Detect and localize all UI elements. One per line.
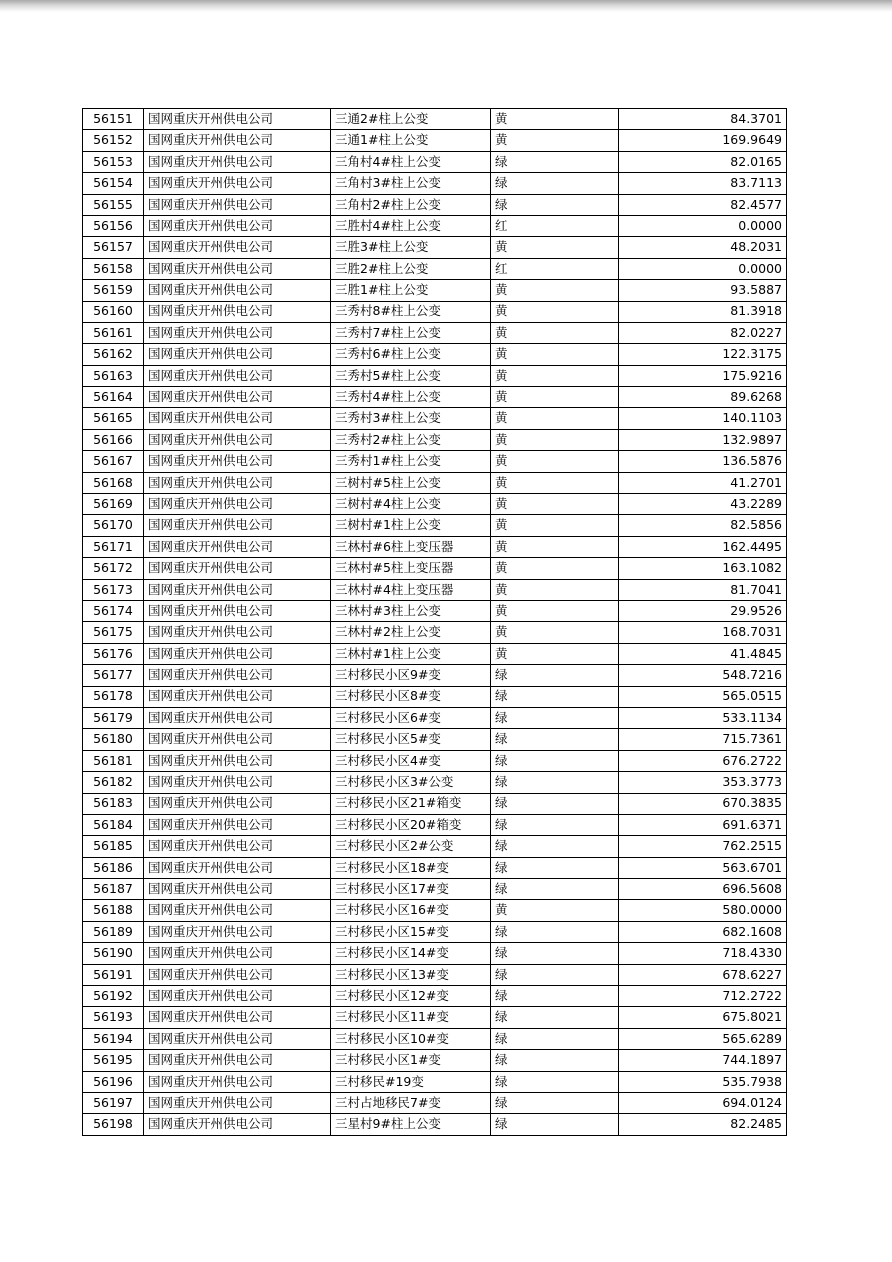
cell-value[interactable]: 169.9649 — [619, 130, 787, 151]
table-row — [83, 494, 787, 515]
cell-device[interactable]: 三村移民小区20#箱变 — [331, 814, 491, 835]
cell-device[interactable]: 三胜3#柱上公变 — [331, 237, 491, 258]
cell-value[interactable]: 533.1134 — [619, 707, 787, 728]
cell-company[interactable]: 国网重庆开州供电公司 — [144, 1114, 331, 1135]
cell-id[interactable]: 56190 — [83, 943, 144, 964]
cell-id[interactable]: 56167 — [83, 451, 144, 472]
cell-company[interactable]: 国网重庆开州供电公司 — [144, 387, 331, 408]
cell-device[interactable]: 三秀村4#柱上公变 — [331, 387, 491, 408]
page-top-edge — [0, 0, 892, 12]
cell-device[interactable]: 三村移民小区1#变 — [331, 1050, 491, 1071]
cell-value[interactable]: 675.8021 — [619, 1007, 787, 1028]
cell-status[interactable]: 绿 — [491, 1071, 619, 1092]
cell-value[interactable]: 82.2485 — [619, 1114, 787, 1135]
cell-status[interactable]: 绿 — [491, 879, 619, 900]
table-row — [83, 408, 787, 429]
cell-status[interactable]: 绿 — [491, 986, 619, 1007]
table-row — [83, 301, 787, 322]
cell-status[interactable]: 绿 — [491, 1092, 619, 1113]
cell-id[interactable]: 56156 — [83, 215, 144, 236]
cell-company[interactable]: 国网重庆开州供电公司 — [144, 536, 331, 557]
cell-status[interactable]: 绿 — [491, 665, 619, 686]
cell-value[interactable]: 535.7938 — [619, 1071, 787, 1092]
table-row — [83, 643, 787, 664]
cell-id[interactable]: 56164 — [83, 387, 144, 408]
table-row — [83, 665, 787, 686]
cell-value[interactable]: 565.6289 — [619, 1028, 787, 1049]
cell-company[interactable]: 国网重庆开州供电公司 — [144, 451, 331, 472]
cell-id[interactable]: 56157 — [83, 237, 144, 258]
cell-device[interactable]: 三村移民小区13#变 — [331, 964, 491, 985]
cell-status[interactable]: 红 — [491, 258, 619, 279]
cell-company[interactable]: 国网重庆开州供电公司 — [144, 1071, 331, 1092]
cell-id[interactable]: 56158 — [83, 258, 144, 279]
cell-device[interactable]: 三通2#柱上公变 — [331, 109, 491, 130]
cell-value[interactable]: 168.7031 — [619, 622, 787, 643]
cell-value[interactable]: 82.4577 — [619, 194, 787, 215]
cell-status[interactable]: 绿 — [491, 173, 619, 194]
cell-device[interactable]: 三村移民小区16#变 — [331, 900, 491, 921]
cell-status[interactable]: 绿 — [491, 750, 619, 771]
cell-company[interactable]: 国网重庆开州供电公司 — [144, 579, 331, 600]
cell-device[interactable]: 三村移民#19变 — [331, 1071, 491, 1092]
cell-device[interactable]: 三村移民小区15#变 — [331, 921, 491, 942]
cell-company[interactable]: 国网重庆开州供电公司 — [144, 1007, 331, 1028]
cell-value[interactable]: 89.6268 — [619, 387, 787, 408]
cell-company[interactable]: 国网重庆开州供电公司 — [144, 707, 331, 728]
cell-device[interactable]: 三角村2#柱上公变 — [331, 194, 491, 215]
cell-value[interactable]: 0.0000 — [619, 215, 787, 236]
cell-device[interactable]: 三林村#2柱上公变 — [331, 622, 491, 643]
cell-value[interactable]: 676.2722 — [619, 750, 787, 771]
cell-status[interactable]: 黄 — [491, 515, 619, 536]
cell-device[interactable]: 三村移民小区21#箱变 — [331, 793, 491, 814]
cell-value[interactable]: 694.0124 — [619, 1092, 787, 1113]
cell-device[interactable]: 三村移民小区14#变 — [331, 943, 491, 964]
cell-device[interactable]: 三林村#4柱上变压器 — [331, 579, 491, 600]
cell-status[interactable]: 绿 — [491, 836, 619, 857]
cell-status[interactable]: 绿 — [491, 686, 619, 707]
cell-value[interactable]: 29.9526 — [619, 600, 787, 621]
cell-value[interactable]: 84.3701 — [619, 109, 787, 130]
cell-company[interactable]: 国网重庆开州供电公司 — [144, 258, 331, 279]
cell-value[interactable]: 122.3175 — [619, 344, 787, 365]
cell-device[interactable]: 三角村3#柱上公变 — [331, 173, 491, 194]
cell-id[interactable]: 56162 — [83, 344, 144, 365]
cell-status[interactable]: 黄 — [491, 429, 619, 450]
cell-status[interactable]: 绿 — [491, 921, 619, 942]
cell-device[interactable]: 三村移民小区6#变 — [331, 707, 491, 728]
cell-company[interactable]: 国网重庆开州供电公司 — [144, 173, 331, 194]
cell-value[interactable]: 43.2289 — [619, 494, 787, 515]
table-row — [83, 536, 787, 557]
cell-device[interactable]: 三角村4#柱上公变 — [331, 151, 491, 172]
cell-id[interactable]: 56183 — [83, 793, 144, 814]
cell-id[interactable]: 56179 — [83, 707, 144, 728]
cell-device[interactable]: 三村移民小区17#变 — [331, 879, 491, 900]
table-row — [83, 750, 787, 771]
cell-value[interactable]: 163.1082 — [619, 558, 787, 579]
table-row — [83, 258, 787, 279]
cell-device[interactable]: 三村移民小区10#变 — [331, 1028, 491, 1049]
table-row — [83, 579, 787, 600]
cell-status[interactable]: 绿 — [491, 772, 619, 793]
cell-value[interactable]: 691.6371 — [619, 814, 787, 835]
cell-id[interactable]: 56172 — [83, 558, 144, 579]
cell-device[interactable]: 三村占地移民7#变 — [331, 1092, 491, 1113]
cell-status[interactable]: 红 — [491, 215, 619, 236]
cell-id[interactable]: 56152 — [83, 130, 144, 151]
table-row — [83, 943, 787, 964]
table-row — [83, 1071, 787, 1092]
cell-value[interactable]: 83.7113 — [619, 173, 787, 194]
cell-device[interactable]: 三林村#1柱上公变 — [331, 643, 491, 664]
cell-id[interactable]: 56197 — [83, 1092, 144, 1113]
cell-status[interactable]: 黄 — [491, 280, 619, 301]
cell-device[interactable]: 三秀村3#柱上公变 — [331, 408, 491, 429]
cell-status[interactable]: 绿 — [491, 1050, 619, 1071]
cell-status[interactable]: 绿 — [491, 194, 619, 215]
cell-value[interactable]: 580.0000 — [619, 900, 787, 921]
table-row — [83, 1050, 787, 1071]
cell-company[interactable]: 国网重庆开州供电公司 — [144, 964, 331, 985]
cell-status[interactable]: 黄 — [491, 322, 619, 343]
cell-company[interactable]: 国网重庆开州供电公司 — [144, 600, 331, 621]
table-row — [83, 451, 787, 472]
cell-device[interactable]: 三树村#5柱上公变 — [331, 472, 491, 493]
cell-company[interactable]: 国网重庆开州供电公司 — [144, 643, 331, 664]
table-row — [83, 879, 787, 900]
cell-company[interactable]: 国网重庆开州供电公司 — [144, 215, 331, 236]
cell-device[interactable]: 三秀村7#柱上公变 — [331, 322, 491, 343]
cell-id[interactable]: 56180 — [83, 729, 144, 750]
cell-device[interactable]: 三胜村4#柱上公变 — [331, 215, 491, 236]
table-row — [83, 600, 787, 621]
cell-id[interactable]: 56169 — [83, 494, 144, 515]
cell-id[interactable]: 56191 — [83, 964, 144, 985]
cell-status[interactable]: 绿 — [491, 943, 619, 964]
cell-company[interactable]: 国网重庆开州供电公司 — [144, 194, 331, 215]
cell-value[interactable]: 565.0515 — [619, 686, 787, 707]
cell-device[interactable]: 三村移民小区8#变 — [331, 686, 491, 707]
cell-company[interactable]: 国网重庆开州供电公司 — [144, 772, 331, 793]
cell-value[interactable]: 41.2701 — [619, 472, 787, 493]
table-row — [83, 857, 787, 878]
table-row — [83, 964, 787, 985]
cell-status[interactable]: 黄 — [491, 387, 619, 408]
cell-status[interactable]: 绿 — [491, 1007, 619, 1028]
cell-status[interactable]: 绿 — [491, 707, 619, 728]
table-row — [83, 429, 787, 450]
cell-status[interactable]: 黄 — [491, 472, 619, 493]
cell-id[interactable]: 56155 — [83, 194, 144, 215]
table-row — [83, 1007, 787, 1028]
cell-company[interactable]: 国网重庆开州供电公司 — [144, 879, 331, 900]
data-table — [82, 108, 787, 1136]
cell-device[interactable]: 三秀村6#柱上公变 — [331, 344, 491, 365]
cell-id[interactable]: 56174 — [83, 600, 144, 621]
cell-value[interactable]: 132.9897 — [619, 429, 787, 450]
cell-company[interactable]: 国网重庆开州供电公司 — [144, 109, 331, 130]
table-row — [83, 322, 787, 343]
cell-device[interactable]: 三村移民小区4#变 — [331, 750, 491, 771]
cell-device[interactable]: 三村移民小区18#变 — [331, 857, 491, 878]
cell-value[interactable]: 175.9216 — [619, 365, 787, 386]
cell-id[interactable]: 56168 — [83, 472, 144, 493]
cell-id[interactable]: 56163 — [83, 365, 144, 386]
table-row — [83, 387, 787, 408]
cell-company[interactable]: 国网重庆开州供电公司 — [144, 814, 331, 835]
table-row — [83, 686, 787, 707]
cell-id[interactable]: 56176 — [83, 643, 144, 664]
cell-company[interactable]: 国网重庆开州供电公司 — [144, 986, 331, 1007]
cell-status[interactable]: 黄 — [491, 579, 619, 600]
cell-device[interactable]: 三村移民小区12#变 — [331, 986, 491, 1007]
cell-id[interactable]: 56171 — [83, 536, 144, 557]
table-row — [83, 986, 787, 1007]
cell-id[interactable]: 56196 — [83, 1071, 144, 1092]
cell-device[interactable]: 三秀村1#柱上公变 — [331, 451, 491, 472]
cell-value[interactable]: 696.5608 — [619, 879, 787, 900]
cell-device[interactable]: 三村移民小区5#变 — [331, 729, 491, 750]
cell-value[interactable]: 744.1897 — [619, 1050, 787, 1071]
cell-value[interactable]: 81.7041 — [619, 579, 787, 600]
cell-value[interactable]: 670.3835 — [619, 793, 787, 814]
cell-status[interactable]: 绿 — [491, 857, 619, 878]
cell-value[interactable]: 82.5856 — [619, 515, 787, 536]
table-row — [83, 344, 787, 365]
cell-value[interactable]: 82.0165 — [619, 151, 787, 172]
cell-company[interactable]: 国网重庆开州供电公司 — [144, 1028, 331, 1049]
cell-status[interactable]: 黄 — [491, 600, 619, 621]
cell-company[interactable]: 国网重庆开州供电公司 — [144, 472, 331, 493]
cell-value[interactable]: 93.5887 — [619, 280, 787, 301]
table-row — [83, 622, 787, 643]
table-row — [83, 472, 787, 493]
table-row — [83, 365, 787, 386]
cell-company[interactable]: 国网重庆开州供电公司 — [144, 515, 331, 536]
cell-status[interactable]: 绿 — [491, 793, 619, 814]
cell-company[interactable]: 国网重庆开州供电公司 — [144, 686, 331, 707]
cell-company[interactable]: 国网重庆开州供电公司 — [144, 943, 331, 964]
cell-device[interactable]: 三胜1#柱上公变 — [331, 280, 491, 301]
cell-status[interactable]: 绿 — [491, 964, 619, 985]
cell-value[interactable]: 712.2722 — [619, 986, 787, 1007]
cell-device[interactable]: 三林村#3柱上公变 — [331, 600, 491, 621]
table-row — [83, 215, 787, 236]
table-row — [83, 836, 787, 857]
cell-value[interactable]: 548.7216 — [619, 665, 787, 686]
cell-value[interactable]: 718.4330 — [619, 943, 787, 964]
cell-company[interactable]: 国网重庆开州供电公司 — [144, 836, 331, 857]
cell-id[interactable]: 56195 — [83, 1050, 144, 1071]
cell-device[interactable]: 三秀村5#柱上公变 — [331, 365, 491, 386]
cell-company[interactable]: 国网重庆开州供电公司 — [144, 921, 331, 942]
cell-status[interactable]: 黄 — [491, 237, 619, 258]
cell-id[interactable]: 56175 — [83, 622, 144, 643]
table-row — [83, 729, 787, 750]
cell-company[interactable]: 国网重庆开州供电公司 — [144, 408, 331, 429]
cell-value[interactable]: 162.4495 — [619, 536, 787, 557]
cell-company[interactable]: 国网重庆开州供电公司 — [144, 237, 331, 258]
cell-id[interactable]: 56154 — [83, 173, 144, 194]
cell-status[interactable]: 黄 — [491, 451, 619, 472]
table-row — [83, 515, 787, 536]
cell-id[interactable]: 56193 — [83, 1007, 144, 1028]
cell-device[interactable]: 三星村9#柱上公变 — [331, 1114, 491, 1135]
cell-id[interactable]: 56192 — [83, 986, 144, 1007]
cell-status[interactable]: 绿 — [491, 1028, 619, 1049]
cell-value[interactable]: 762.2515 — [619, 836, 787, 857]
cell-company[interactable]: 国网重庆开州供电公司 — [144, 1050, 331, 1071]
cell-status[interactable]: 黄 — [491, 130, 619, 151]
table-row — [83, 237, 787, 258]
cell-value[interactable]: 140.1103 — [619, 408, 787, 429]
cell-value[interactable]: 715.7361 — [619, 729, 787, 750]
cell-id[interactable]: 56160 — [83, 301, 144, 322]
cell-id[interactable]: 56181 — [83, 750, 144, 771]
cell-company[interactable]: 国网重庆开州供电公司 — [144, 344, 331, 365]
cell-status[interactable]: 黄 — [491, 494, 619, 515]
cell-company[interactable]: 国网重庆开州供电公司 — [144, 729, 331, 750]
cell-id[interactable]: 56189 — [83, 921, 144, 942]
cell-company[interactable]: 国网重庆开州供电公司 — [144, 750, 331, 771]
cell-device[interactable]: 三树村#1柱上公变 — [331, 515, 491, 536]
cell-value[interactable]: 678.6227 — [619, 964, 787, 985]
cell-value[interactable]: 0.0000 — [619, 258, 787, 279]
cell-status[interactable]: 黄 — [491, 408, 619, 429]
cell-device[interactable]: 三秀村2#柱上公变 — [331, 429, 491, 450]
cell-company[interactable]: 国网重庆开州供电公司 — [144, 857, 331, 878]
cell-company[interactable]: 国网重庆开州供电公司 — [144, 130, 331, 151]
table-row — [83, 921, 787, 942]
cell-id[interactable]: 56170 — [83, 515, 144, 536]
table-row — [83, 173, 787, 194]
cell-id[interactable]: 56151 — [83, 109, 144, 130]
table-row — [83, 1092, 787, 1113]
table-row — [83, 194, 787, 215]
cell-company[interactable]: 国网重庆开州供电公司 — [144, 151, 331, 172]
cell-company[interactable]: 国网重庆开州供电公司 — [144, 900, 331, 921]
cell-id[interactable]: 56184 — [83, 814, 144, 835]
cell-id[interactable]: 56159 — [83, 280, 144, 301]
cell-company[interactable]: 国网重庆开州供电公司 — [144, 793, 331, 814]
cell-status[interactable]: 黄 — [491, 622, 619, 643]
cell-id[interactable]: 56194 — [83, 1028, 144, 1049]
cell-id[interactable]: 56178 — [83, 686, 144, 707]
cell-device[interactable]: 三村移民小区9#变 — [331, 665, 491, 686]
cell-id[interactable]: 56186 — [83, 857, 144, 878]
cell-status[interactable]: 黄 — [491, 900, 619, 921]
cell-id[interactable]: 56185 — [83, 836, 144, 857]
cell-id[interactable]: 56166 — [83, 429, 144, 450]
cell-id[interactable]: 56161 — [83, 322, 144, 343]
cell-value[interactable]: 48.2031 — [619, 237, 787, 258]
cell-company[interactable]: 国网重庆开州供电公司 — [144, 558, 331, 579]
table-row — [83, 558, 787, 579]
cell-company[interactable]: 国网重庆开州供电公司 — [144, 622, 331, 643]
cell-device[interactable]: 三村移民小区2#公变 — [331, 836, 491, 857]
cell-status[interactable]: 黄 — [491, 344, 619, 365]
cell-id[interactable]: 56165 — [83, 408, 144, 429]
cell-status[interactable]: 绿 — [491, 814, 619, 835]
cell-status[interactable]: 绿 — [491, 1114, 619, 1135]
table-row — [83, 793, 787, 814]
cell-value[interactable]: 41.4845 — [619, 643, 787, 664]
cell-company[interactable]: 国网重庆开州供电公司 — [144, 665, 331, 686]
table-row — [83, 1114, 787, 1135]
cell-company[interactable]: 国网重庆开州供电公司 — [144, 280, 331, 301]
cell-device[interactable]: 三村移民小区11#变 — [331, 1007, 491, 1028]
cell-device[interactable]: 三秀村8#柱上公变 — [331, 301, 491, 322]
cell-company[interactable]: 国网重庆开州供电公司 — [144, 301, 331, 322]
table-row — [83, 814, 787, 835]
cell-status[interactable]: 黄 — [491, 536, 619, 557]
table-row — [83, 1028, 787, 1049]
cell-value[interactable]: 682.1608 — [619, 921, 787, 942]
cell-company[interactable]: 国网重庆开州供电公司 — [144, 322, 331, 343]
table-body — [83, 109, 787, 1136]
cell-status[interactable]: 黄 — [491, 643, 619, 664]
cell-company[interactable]: 国网重庆开州供电公司 — [144, 365, 331, 386]
cell-status[interactable]: 黄 — [491, 301, 619, 322]
cell-id[interactable]: 56182 — [83, 772, 144, 793]
table-row — [83, 900, 787, 921]
cell-status[interactable]: 黄 — [491, 109, 619, 130]
cell-status[interactable]: 绿 — [491, 729, 619, 750]
cell-device[interactable]: 三树村#4柱上公变 — [331, 494, 491, 515]
cell-id[interactable]: 56188 — [83, 900, 144, 921]
cell-device[interactable]: 三胜2#柱上公变 — [331, 258, 491, 279]
table-row — [83, 707, 787, 728]
table-row — [83, 151, 787, 172]
cell-company[interactable]: 国网重庆开州供电公司 — [144, 494, 331, 515]
cell-company[interactable]: 国网重庆开州供电公司 — [144, 429, 331, 450]
cell-company[interactable]: 国网重庆开州供电公司 — [144, 1092, 331, 1113]
cell-value[interactable]: 353.3773 — [619, 772, 787, 793]
cell-device[interactable]: 三林村#6柱上变压器 — [331, 536, 491, 557]
cell-status[interactable]: 黄 — [491, 365, 619, 386]
cell-value[interactable]: 136.5876 — [619, 451, 787, 472]
cell-device[interactable]: 三村移民小区3#公变 — [331, 772, 491, 793]
cell-value[interactable]: 563.6701 — [619, 857, 787, 878]
cell-id[interactable]: 56187 — [83, 879, 144, 900]
table-row — [83, 280, 787, 301]
cell-status[interactable]: 绿 — [491, 151, 619, 172]
cell-id[interactable]: 56153 — [83, 151, 144, 172]
cell-device[interactable]: 三林村#5柱上变压器 — [331, 558, 491, 579]
cell-device[interactable]: 三通1#柱上公变 — [331, 130, 491, 151]
cell-id[interactable]: 56173 — [83, 579, 144, 600]
cell-value[interactable]: 82.0227 — [619, 322, 787, 343]
table-row — [83, 130, 787, 151]
table-row — [83, 109, 787, 130]
table-row — [83, 772, 787, 793]
cell-id[interactable]: 56177 — [83, 665, 144, 686]
cell-value[interactable]: 81.3918 — [619, 301, 787, 322]
cell-status[interactable]: 黄 — [491, 558, 619, 579]
cell-id[interactable]: 56198 — [83, 1114, 144, 1135]
